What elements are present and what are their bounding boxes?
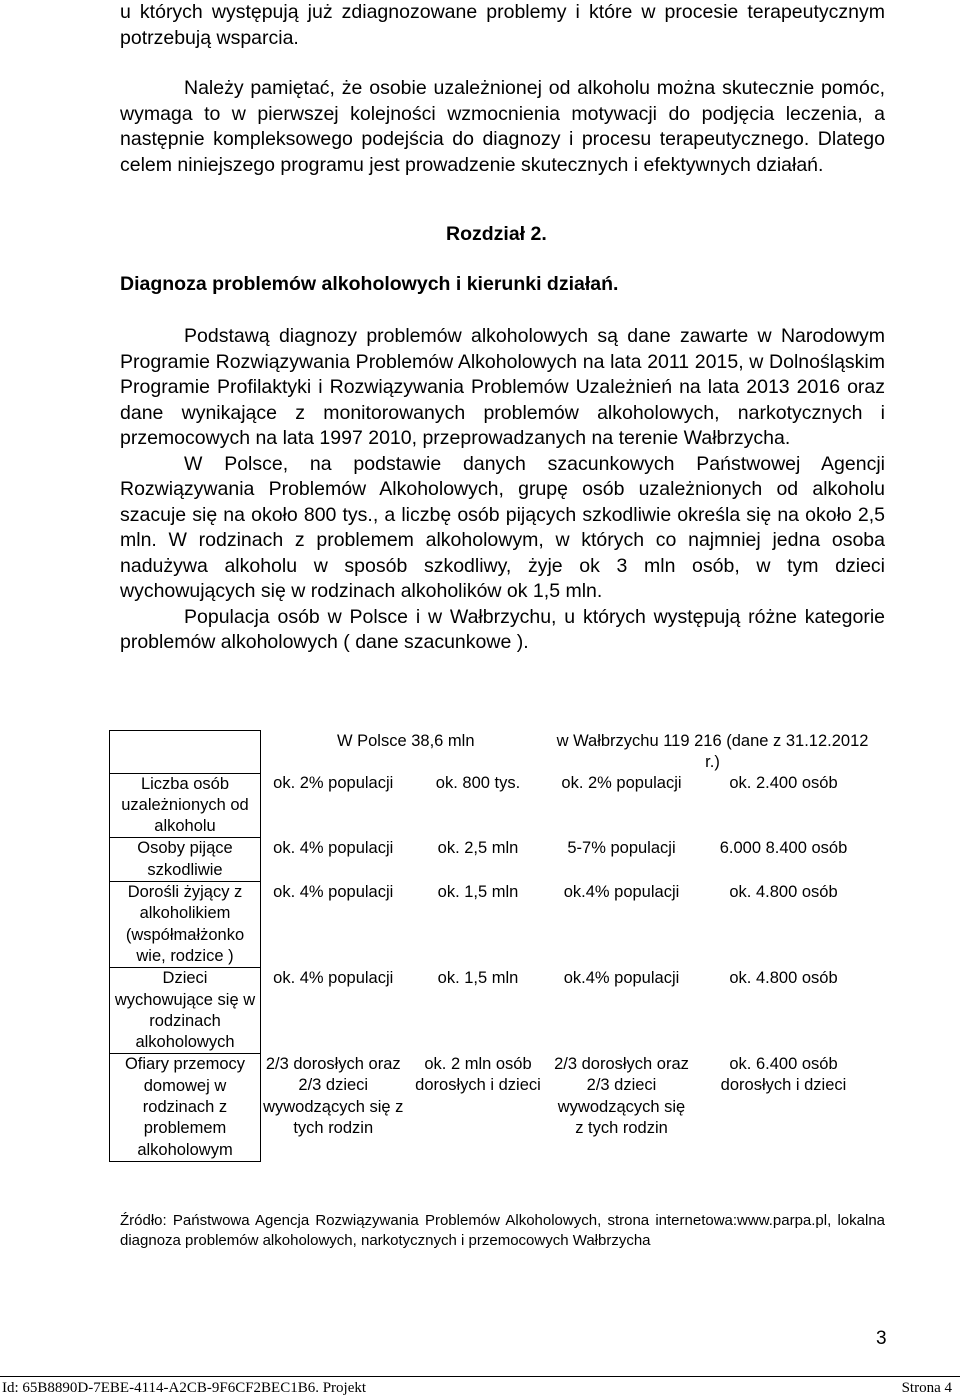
chapter-number: Rozdział 2. — [446, 223, 547, 245]
cell-poland-percent: 2/3 dorosłych oraz 2/3 dzieci wywodzących się z tych rodzin — [263, 1054, 404, 1137]
alcohol-problems-table — [109, 730, 875, 1162]
table-header-poland: W Polsce 38,6 mln — [336, 731, 475, 750]
cell-walbrzych-count: ok. 4.800 osób — [729, 882, 838, 901]
chapter-title: Diagnoza problemów alkoholowych i kierunki działań. — [120, 273, 619, 295]
table-row — [110, 773, 875, 838]
body-text-top — [120, 0, 885, 178]
cell-walbrzych-count: 6.000 8.400 osób — [719, 838, 848, 857]
footer-page-label: Strona 4 — [901, 1380, 952, 1396]
cell-walbrzych-percent: ok.4% populacji — [563, 968, 680, 987]
cell-poland-count: ok. 1,5 mln — [437, 968, 519, 987]
paragraph-continuation: u których występują już zdiagnozowane problemy i które w procesie terapeutycznym potrzebują wsparcia. — [120, 1, 885, 49]
paragraph-population-intro: Populacja osób w Polsce i w Wałbrzychu, u których występują różne kategorie problemów alkoholowych ( dane szacunkowe ). — [120, 605, 885, 653]
paragraph-poland-estimates: W Polsce, na podstawie danych szacunkowych Państwowej Agencji Rozwiązywania Problemów Alkoholowych, grupę osób uzależnionych od alkoholu szacuje się na około 800 tys., a liczbę osób pijących szkodliwie określa się na około 2,5 mln. W rodzinach z problemem alkoholowym, w których co najmniej jedna osoba nadużywa alkoholu w sposób szkodliwy, żyje ok 3 mln osób, w tym dzieci wychowujących się w rodzinach alkoholików ok 1,5 mln. — [120, 452, 885, 602]
source-note: Źródło: Państwowa Agencja Rozwiązywania Problemów Alkoholowych, strona internetowa:www.parpa.pl, lokalna diagnoza problemów alkoholowych, narkotycznych i przemocowych Wałbrzycha — [120, 1212, 885, 1249]
paragraph-motivation: Należy pamiętać, że osobie uzależnionej od alkoholu można skutecznie pomóc, wymaga to w pierwszej kolejności wzmocnienia motywacji do podjęcia leczenia, a następnie kompleksowego podejścia do diagnozy i procesu terapeutycznego. Dlatego celem niniejszego programu jest prowadzenie skutecznych i efektywnych działań. — [120, 77, 885, 176]
cell-walbrzych-count: ok. 2.400 osób — [729, 774, 838, 793]
cell-poland-count: ok. 800 tys. — [435, 774, 521, 793]
cell-walbrzych-percent: ok.4% populacji — [563, 882, 680, 901]
row-label: Dorośli żyjący z alkoholikiem (współmałżonko wie, rodzice ) — [110, 882, 261, 968]
cell-walbrzych-percent: ok. 2% populacji — [561, 774, 682, 793]
table-row — [110, 968, 875, 1054]
table-row — [110, 882, 875, 968]
cell-poland-count: ok. 1,5 mln — [437, 882, 519, 901]
table-row — [110, 838, 875, 882]
table-header-empty — [110, 731, 261, 774]
cell-walbrzych-percent: 2/3 dorosłych oraz 2/3 dzieci wywodzących się z tych rodzin — [554, 1054, 689, 1137]
cell-walbrzych-count: ok. 6.400 osób dorosłych i dzieci — [720, 1054, 847, 1095]
cell-poland-percent: ok. 4% populacji — [273, 838, 394, 857]
row-label: Dzieci wychowujące się w rodzinach alkoholowych — [110, 968, 261, 1054]
footer-document-id: Id: 65B8890D-7EBE-4114-A2CB-9F6CF2BEC1B6. Projekt — [2, 1380, 367, 1396]
cell-walbrzych-count: ok. 4.800 osób — [729, 968, 838, 987]
cell-walbrzych-percent: 5-7% populacji — [567, 838, 676, 857]
table-header-walbrzych: w Wałbrzychu 119 216 (dane z 31.12.2012 r.) — [556, 731, 869, 771]
cell-poland-count: ok. 2,5 mln — [437, 838, 519, 857]
row-label: Liczba osób uzależnionych od alkoholu — [110, 773, 261, 838]
cell-poland-percent: ok. 4% populacji — [273, 882, 394, 901]
table-row — [110, 1054, 875, 1161]
document-footer — [0, 1376, 960, 1397]
row-label: Osoby pijące szkodliwie — [110, 838, 261, 882]
cell-poland-count: ok. 2 mln osób dorosłych i dzieci — [415, 1054, 541, 1095]
table-header-row — [110, 731, 875, 774]
row-label: Ofiary przemocy domowej w rodzinach z problemem alkoholowym — [110, 1054, 261, 1161]
page-number: 3 — [876, 1328, 887, 1349]
paragraph-diagnosis-basis: Podstawą diagnozy problemów alkoholowych są dane zawarte w Narodowym Programie Rozwiązywania Problemów Alkoholowych na lata 2011 2015, w Dolnośląskim Programie Profilaktyki i Rozwiązywania Problemów Uzależnień na lata 2013 2016 oraz dane wynikające z monitorowanych problemów alkoholowych, narkotycznych i przemocowych na lata 1997 2010, przeprowadzanych na terenie Wałbrzycha. — [120, 325, 885, 449]
cell-poland-percent: ok. 2% populacji — [273, 774, 394, 793]
body-text-diagnosis — [120, 324, 885, 656]
cell-poland-percent: ok. 4% populacji — [273, 968, 394, 987]
